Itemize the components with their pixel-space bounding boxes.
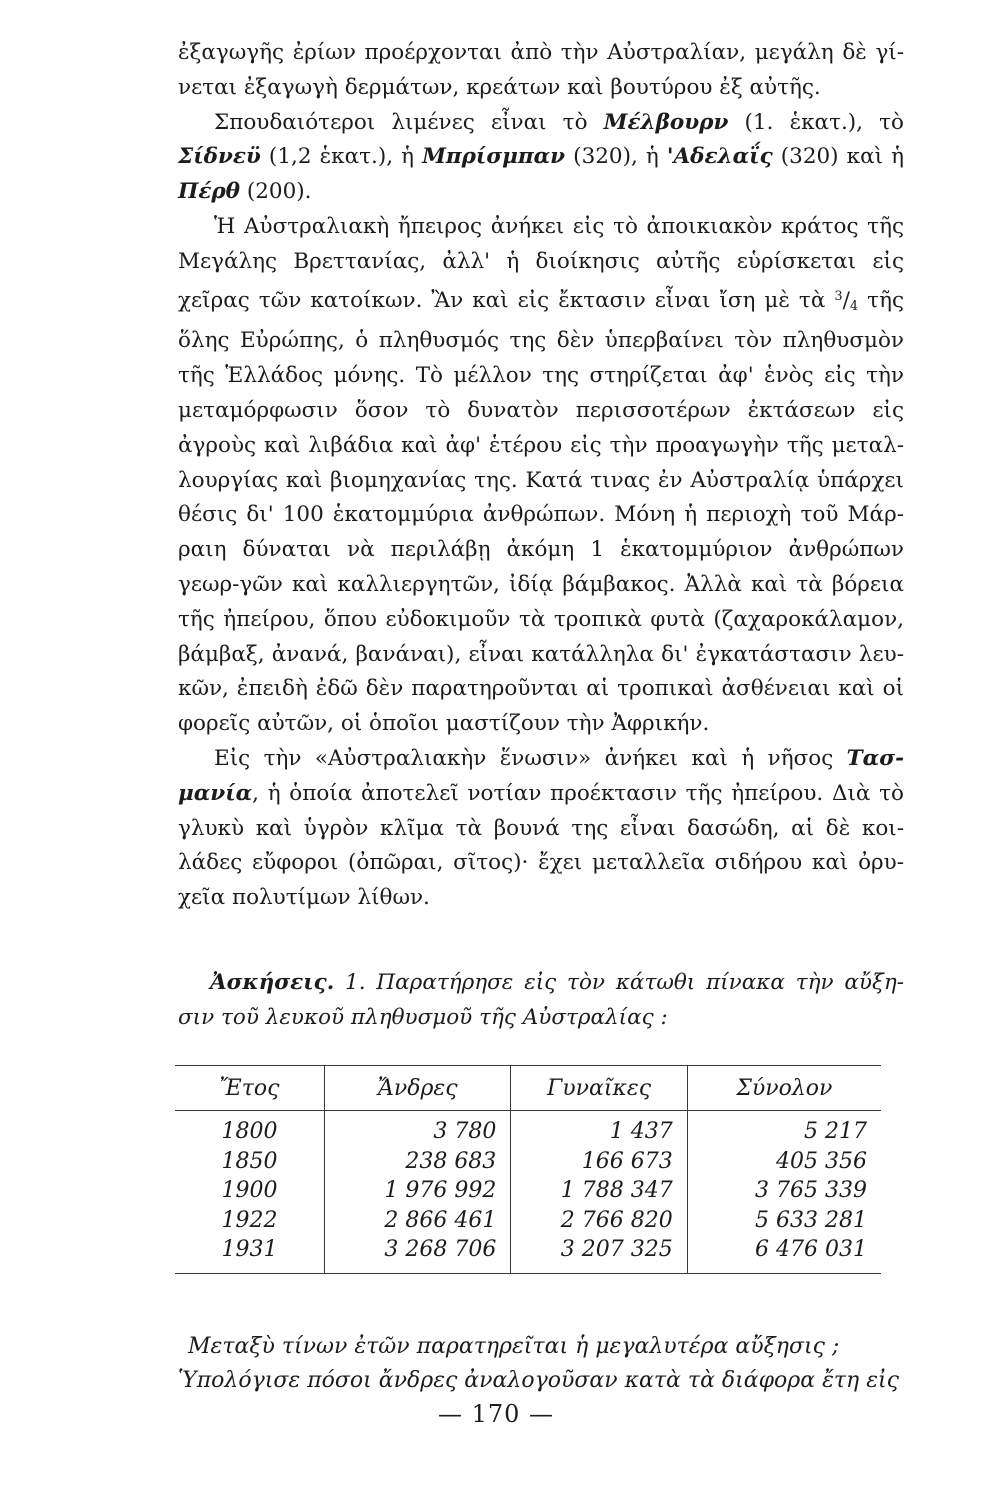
table-row	[175, 1176, 881, 1206]
paragraph-ports	[178, 106, 904, 210]
cell-year: 1800	[221, 1119, 278, 1145]
cell-year: 1931	[175, 1235, 324, 1273]
continent-text-2: τῆς ὅλης Εὐρώπης, ὁ πληθυσμός της δὲν ὑπερβαίνει τὸν πληθυσμὸν τῆς Ἑλλάδος μόνης. Τὸ μέλλον της στηρίζεται ἀφ' ἑνὸς εἰς τὴν μεταμόρφωσιν ὅσον τὸ δυνατὸν περισσοτέρων ἐκτάσεων εἰς ἀγροὺς καὶ λιβάδια καὶ ἀφ' ἑτέρου εἰς τὴν προαγωγὴν τῆς μεταλ-λουργίας καὶ βιομηχανίας της. Κατά τινας ἐν Αὐστραλίᾳ ὑπάρχει θέσις δι' 100 ἑκατομμύρια ἀνθρώπων. Μόνη ἡ περιοχὴ τοῦ Μάρ-ραιη δύναται νὰ περιλάβῃ ἀκόμη 1 ἑκατομμύριον ἀνθρώπων γεωρ-γῶν καὶ καλλιεργητῶν, ἰδίᾳ βάμβακος. Ἀλλὰ καὶ τὰ βόρεια τῆς ἠπείρου, ὅπου εὐδοκιμοῦν τὰ τροπικὰ φυτὰ (ζαχαροκάλαμον, βάμβαξ, ἀνανά, βανάναι), εἶναι κατάλληλα δι' ἐγκατάστασιν λευ-κῶν, ἐπειδὴ ἐδῶ δὲν παρατηροῦνται αἱ τροπικαὶ ἀσθένειαι καὶ οἱ φορεῖς αὐτῶν, οἱ ὁποῖοι μαστίζουν τὴν Ἀφρικήν.	[178, 287, 905, 737]
tasmania-text-1: Εἰς τὴν «Αὐστραλιακὴν ἕνωσιν» ἀνήκει καὶ ἡ νῆσος	[214, 745, 847, 771]
cell-women: 2 766 820	[511, 1206, 687, 1236]
cell-women: 166 673	[511, 1147, 687, 1177]
header-men: Ἄνδρες	[324, 1066, 510, 1111]
exercises-heading: Ἀσκήσεις.	[210, 970, 335, 995]
exercise-questions	[178, 1330, 904, 1398]
ports-text-2: (1. ἑκατ.), τὸ	[728, 109, 904, 135]
question-line-1: Μεταξὺ τίνων ἐτῶν παρατηρεῖται ἡ μεγαλυτέρα αὔξησις ;	[188, 1334, 840, 1359]
question-line-2: Ὑπολόγισε πόσοι ἄνδρες ἀναλογοῦσαν κατὰ τὰ διάφορα ἔτη εἰς	[178, 1368, 899, 1393]
body-text	[178, 36, 904, 916]
cell-total: 6 476 031	[687, 1235, 881, 1273]
continent-text-1: Ἡ Αὐστραλιακὴ ἤπειρος ἀνήκει εἰς τὸ ἀποικιακὸν κράτος τῆς Μεγάλης Βρεττανίας, ἀλλ' ἡ διοίκησις αὐτῆς εὑρίσκεται εἰς χεῖρας τῶν κατοίκων. Ἂν καὶ εἰς ἔκτασιν εἶναι ἴση μὲ τὰ	[178, 213, 904, 313]
paragraph-exports-text: ἐξαγωγῆς ἐρίων προέρχονται ἀπὸ τὴν Αὐστραλίαν, μεγάλη δὲ γί-νεται ἐξαγωγὴ δερμάτων, κρεάτων καὶ βουτύρου ἐξ αὐτῆς.	[178, 40, 904, 100]
ports-text-1: Σπουδαιότεροι λιμένες εἶναι τὸ	[214, 109, 604, 135]
paragraph-continent: Ἡ Αὐστραλιακὴ ἤπειρος ἀνήκει εἰς τὸ ἀποικιακὸν κράτος τῆς Μεγάλης Βρεττανίας, ἀλλ' ἡ διοίκησις αὐτῆς εὑρίσκεται εἰς χεῖρας τῶν κατοίκων. Ἂν καὶ εἰς ἔκτασιν εἶναι ἴση μὲ τὰ $^3/_4$ τῆς ὅλης Εὐρώπης, ὁ πληθυσμός της δὲν ὑπερβαίνει τὸν πληθυσμὸν τῆς Ἑλλάδος μόνης. Τὸ μέλλον της στηρίζεται ἀφ' ἑνὸς εἰς τὴν μεταμόρφωσιν ὅσον τὸ δυνατὸν περισσοτέρων ἐκτάσεων εἰς ἀγροὺς καὶ λιβάδια καὶ ἀφ' ἑτέρου εἰς τὴν προαγωγὴν τῆς μεταλ-λουργίας καὶ βιομηχανίας της. Κατά τινας ἐν Αὐστραλίᾳ ὑπάρχει θέσις δι' 100 ἑκατομμύρια ἀνθρώπων. Μόνη ἡ περιοχὴ τοῦ Μάρ-ραιη δύναται νὰ περιλάβῃ ἀκόμη 1 ἑκατομμύριον ἀνθρώπων γεωρ-γῶν καὶ καλλιεργητῶν, ἰδίᾳ βάμβακος. Ἀλλὰ καὶ τὰ βόρεια τῆς ἠπείρου, ὅπου εὐδοκιμοῦν τὰ τροπικὰ φυτὰ (ζαχαροκάλαμον, βάμβαξ, ἀνανά, βανάναι), εἶναι κατάλληλα δι' ἐγκατάστασιν λευ-κῶν, ἐπειδὴ ἐδῶ δὲν παρατηροῦνται αἱ τροπικαὶ ἀσθένειαι καὶ οἱ φορεῖς αὐτῶν, οἱ ὁποῖοι μαστίζουν τὴν Ἀφρικήν.	[178, 213, 905, 737]
cell-total: 3 765 339	[687, 1176, 881, 1206]
table-header-row	[175, 1066, 881, 1111]
city-sydney: Σίδνεϋ	[178, 144, 261, 170]
ports-text-5: (320) καὶ ἡ	[772, 144, 904, 170]
ports-text-6: (200).	[240, 179, 312, 205]
city-adelaide: 'Αδελαΐς	[666, 144, 773, 170]
cell-men: 3 780	[324, 1111, 510, 1147]
cell-women: 3 207 325	[511, 1235, 687, 1273]
header-total: Σύνολον	[687, 1066, 881, 1111]
page-number: — 170 —	[437, 1400, 555, 1428]
table-row	[175, 1111, 881, 1147]
cell-women: 1 788 347	[511, 1176, 687, 1206]
city-brisbane: Μπρίσμπαν	[422, 144, 566, 170]
cell-year: 1922	[221, 1207, 278, 1233]
tasmania-text-2: , ἡ ὁποία ἀποτελεῖ νοτίαν προέκτασιν τῆς ἠπείρου. Διὰ τὸ γλυκὺ καὶ ὑγρὸν κλῖμα τὰ βουνά της εἶναι δασώδη, αἱ δὲ κοι-λάδες εὔφοροι (ὀπῶραι, σῖτος)· ἔχει μεταλλεῖα σιδήρου καὶ ὀρυ-χεῖα πολυτίμων λίθων.	[178, 780, 904, 911]
cell-men: 2 866 461	[324, 1206, 510, 1236]
exercises-block	[178, 966, 904, 1036]
paragraph-tasmania	[178, 742, 904, 916]
header-year: Ἔτος	[175, 1066, 324, 1111]
table-row	[175, 1235, 881, 1273]
city-melbourne: Μέλβουρν	[603, 109, 729, 135]
ports-text-4: (320), ἡ	[565, 144, 667, 170]
island-tasmania: Τασ-μανία	[178, 745, 904, 806]
cell-total: 5 633 281	[687, 1206, 881, 1236]
city-perth: Πέρθ	[178, 179, 241, 205]
exercises-text: 1. Παρατήρησε εἰς τὸν κάτωθι πίνακα τὴν αὔξη-σιν τοῦ λευκοῦ πληθυσμοῦ τῆς Αὐστραλίας :	[178, 970, 904, 1030]
paragraph-exports	[178, 36, 904, 106]
cell-total: 5 217	[687, 1111, 881, 1147]
cell-total: 405 356	[687, 1147, 881, 1177]
header-women: Γυναῖκες	[511, 1066, 687, 1111]
cell-year: 1850	[221, 1148, 278, 1174]
population-table	[175, 1065, 881, 1274]
cell-year: 1900	[221, 1178, 278, 1204]
cell-men: 1 976 992	[324, 1176, 510, 1206]
cell-men: 3 268 706	[324, 1235, 510, 1273]
fraction-numerator: 3	[834, 288, 843, 304]
table-row	[175, 1147, 881, 1177]
cell-men: 238 683	[324, 1147, 510, 1177]
table-row	[175, 1206, 881, 1236]
fraction-denominator: 4	[849, 298, 859, 314]
ports-text-3: (1,2 ἑκατ.), ἡ	[260, 144, 423, 170]
cell-women: 1 437	[511, 1111, 687, 1147]
